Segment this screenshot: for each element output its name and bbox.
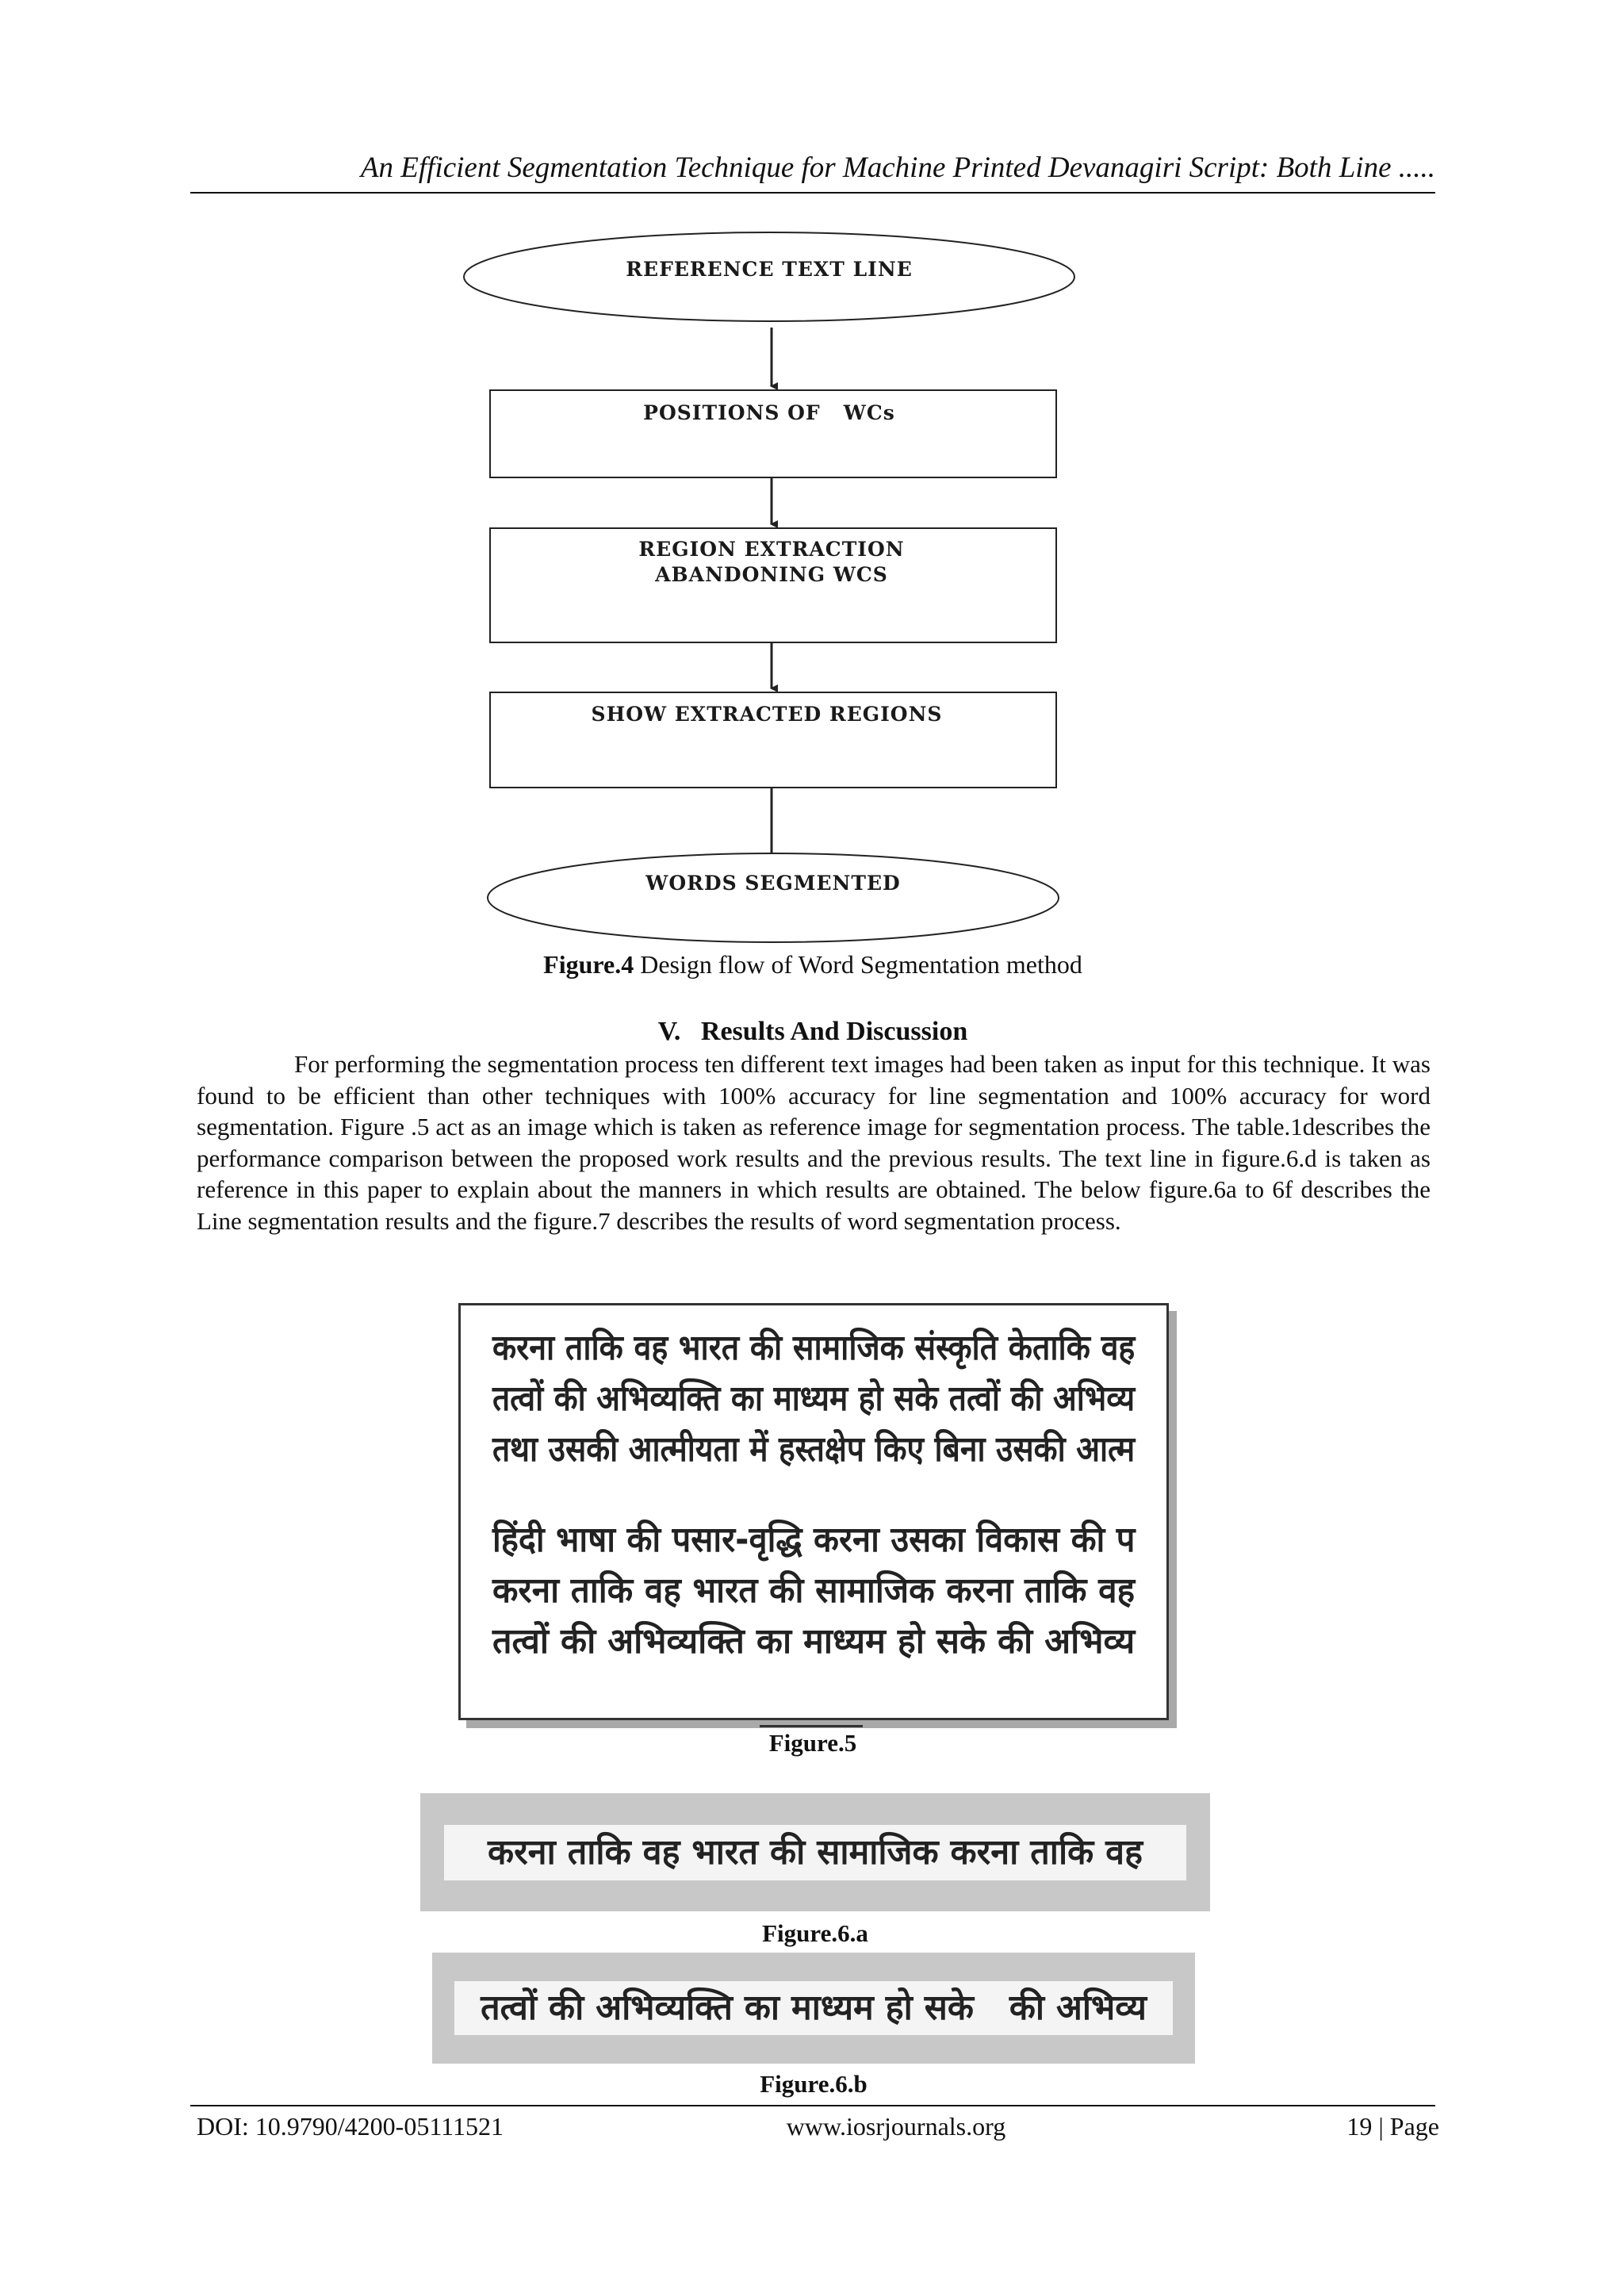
flow-node-positions-of-wcs-label: POSITIONS OF WCs <box>643 401 895 424</box>
flow-node-region-extraction-label-line1: REGION EXTRACTION <box>638 538 905 561</box>
figure-5-text-block <box>492 1323 1143 1667</box>
figure-4-caption <box>190 949 1435 980</box>
figure-6b-text: तत्वों की अभिव्यक्ति का माध्यम हो सके की अभिव्य <box>481 1987 1147 2028</box>
figure-6a-image <box>420 1793 1210 1911</box>
figure-6b-inner <box>454 1981 1173 2035</box>
figure-6a-text: करना ताकि वह भारत की सामाजिक करना ताकि वह <box>488 1832 1143 1872</box>
figure-6b-caption: Figure.6.b <box>760 2070 868 2098</box>
flowchart-diagram <box>444 226 1086 956</box>
figure-5-line-6: करना ताकि वह भारत की सामाजिक करना ताकि वह <box>492 1570 1136 1611</box>
figure-6a-caption: Figure.6.a <box>762 1919 868 1947</box>
header-rule <box>190 192 1435 194</box>
figure-5-caption: Figure.5 <box>768 1729 857 1757</box>
flow-node-words-segmented-label: WORDS SEGMENTED <box>645 872 901 895</box>
flow-node-words-segmented <box>488 853 1059 942</box>
flow-node-show-extracted-regions-label: SHOW EXTRACTED REGIONS <box>591 703 943 726</box>
figure-5-line-3: तथा उसकी आत्मीयता में हस्तक्षेप किए बिना उसकी आत्म <box>492 1429 1136 1470</box>
flow-node-region-extraction-label-line2: ABANDONING WCS <box>655 563 888 586</box>
body-paragraph: For performing the segmentation process ten different text images had been taken as input for this technique. It was found to be efficient than other techniques with 100% accuracy for line segmentation and 100% accuracy for word segmentation. Figure .5 act as an image which is taken as reference image for segmentation process. The table.1describes the performance comparison between the proposed work results and the previous results. The text line in figure.6.d is taken as reference in this paper to explain about the manners in which results are obtained. The below figure.6a to 6f describes the Line segmentation results and the figure.7 describes the results of word segmentation process. <box>197 1050 1431 1235</box>
figure-5-line-2: तत्वों की अभिव्यक्ति का माध्यम हो सके तत्वों की अभिव्य <box>492 1378 1136 1419</box>
running-header: An Efficient Segmentation Technique for Machine Printed Devanagiri Script: Both Line ..... <box>360 151 1435 184</box>
footer-rule <box>190 2105 1435 2106</box>
section-heading: V. Results And Discussion <box>657 1017 968 1046</box>
figure-5-line-5: हिंदी भाषा की पसार-वृद्धि करना उसका विकास की प <box>492 1520 1136 1560</box>
footer-website: www.iosrjournals.org <box>786 2112 1006 2141</box>
footer-page-number: 19 | Page <box>1346 2112 1439 2141</box>
flow-node-reference-text-line-label: REFERENCE TEXT LINE <box>626 258 913 281</box>
figure-5-line-1: करना ताकि वह भारत की सामाजिक संस्कृति केताकि वह <box>492 1328 1136 1368</box>
figure-6a-inner <box>444 1825 1186 1880</box>
figure-6b-image <box>432 1953 1195 2064</box>
figure-5-line-7: तत्वों की अभिव्यक्ति का माध्यम हो सके की अभिव्य <box>492 1621 1136 1662</box>
figure-5-image <box>458 1303 1169 1720</box>
figure-4-caption-text: Design flow of Word Segmentation method <box>634 950 1082 979</box>
figure-5-gap <box>492 1475 1143 1515</box>
figure-4-label: Figure.4 <box>543 950 634 979</box>
footer-doi: DOI: 10.9790/4200-05111521 <box>197 2112 504 2141</box>
